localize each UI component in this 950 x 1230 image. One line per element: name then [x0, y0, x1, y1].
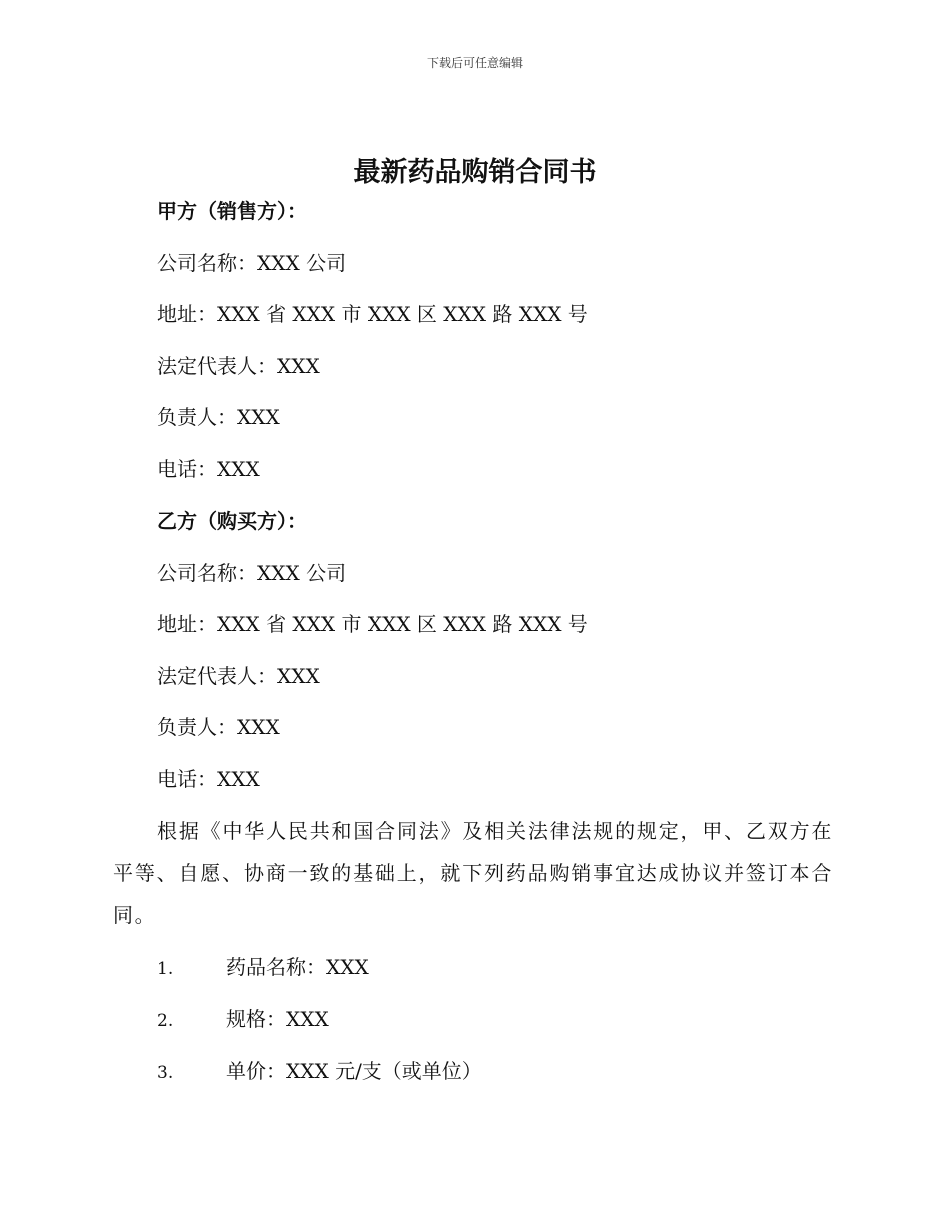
- intro-paragraph: 根据《中华人民共和国合同法》及相关法律法规的规定，甲、乙双方在平等、自愿、协商一致的基础上，就下列药品购销事宜达成协议并签订本合同。: [113, 819, 833, 927]
- party-a-heading: 甲方（销售方）：: [157, 199, 307, 223]
- item-text: 药品名称：XXX: [226, 955, 369, 979]
- item-number: 3.: [157, 1063, 174, 1083]
- header-note: 下载后可任意编辑: [426, 56, 523, 70]
- party-a-phone: 电话：XXX: [157, 457, 260, 481]
- item-number: 2.: [157, 1011, 174, 1031]
- party-b-phone: 电话：XXX: [157, 767, 260, 791]
- party-a-address: 地址：XXX 省 XXX 市 XXX 区 XXX 路 XXX 号: [157, 302, 588, 326]
- item-text: 规格：XXX: [226, 1007, 329, 1031]
- party-b-legal-rep: 法定代表人：XXX: [157, 664, 320, 688]
- party-b-contact: 负责人：XXX: [157, 715, 280, 739]
- party-b-address: 地址：XXX 省 XXX 市 XXX 区 XXX 路 XXX 号: [157, 612, 588, 636]
- party-b-heading: 乙方（购买方）：: [157, 509, 307, 533]
- party-a-contact: 负责人：XXX: [157, 405, 280, 429]
- item-text: 单价：XXX 元/支（或单位）: [226, 1059, 482, 1083]
- item-number: 1.: [157, 959, 174, 979]
- party-b-company: 公司名称：XXX 公司: [157, 561, 347, 585]
- party-a-company: 公司名称：XXX 公司: [157, 251, 347, 275]
- party-a-legal-rep: 法定代表人：XXX: [157, 354, 320, 378]
- document-title: 最新药品购销合同书: [353, 157, 597, 188]
